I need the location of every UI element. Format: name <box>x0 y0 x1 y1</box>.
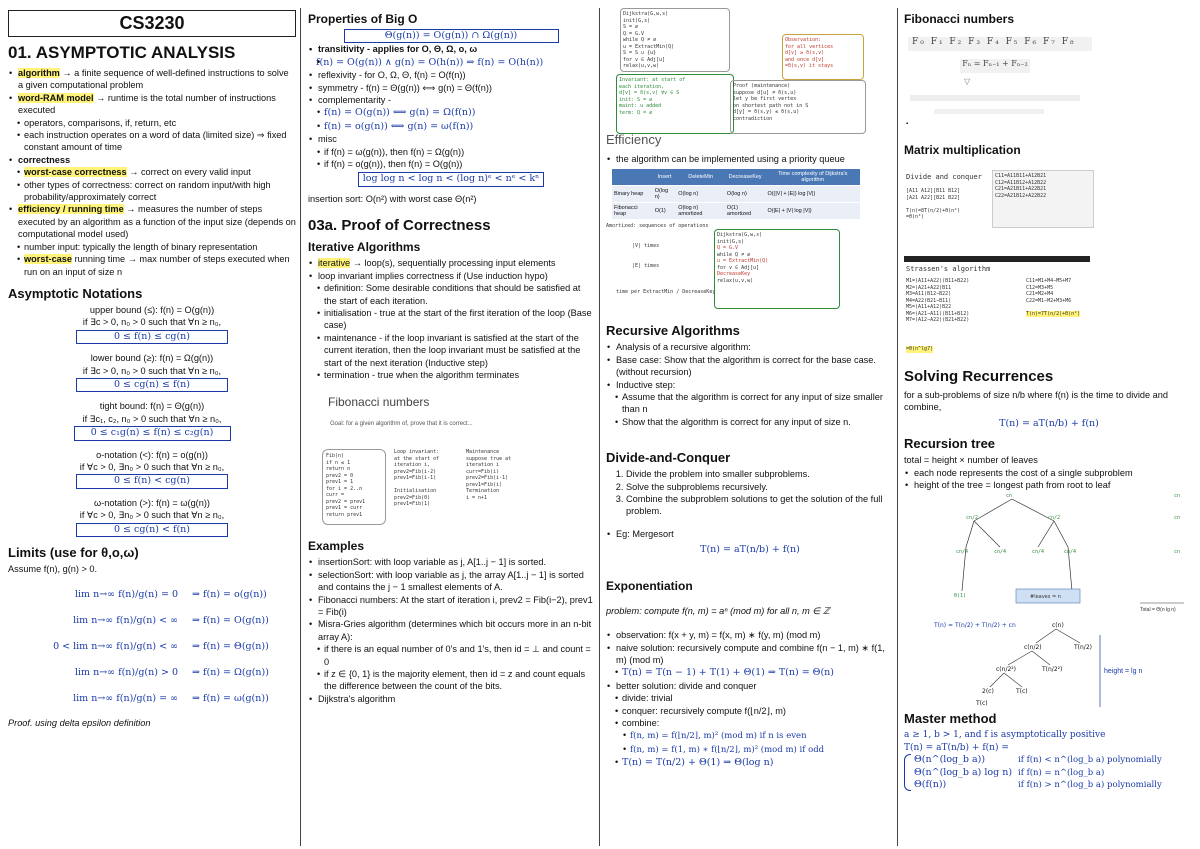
recursive-item: • Inductive step: <box>614 379 894 391</box>
rt-item: • each node represents the cost of a single subproblem <box>912 467 1194 479</box>
column-4 <box>904 8 1194 846</box>
extract-min-code: Dijkstra(G,w,s) init(G,s) Q = G.V while Q ≠ ∅ u = ExtractMin(Q) for v ∈ Adj[u] DecreaseKey relax(u,v,w) <box>714 229 840 309</box>
svg-text:T(n/2²): T(n/2²) <box>1042 666 1063 674</box>
misc-1: • if f(n) = ω(g(n)), then f(n) = Ω(g(n)) <box>316 146 594 158</box>
course-title: CS3230 <box>8 10 296 37</box>
limit-row: 0 < lim n→∞ f(n)/g(n) < ∞ ⇒ f(n) = Θ(g(n)) <box>53 640 269 652</box>
exp-list <box>606 629 894 769</box>
recursive-item: • Analysis of a recursive algorithm: <box>614 341 894 353</box>
notation-head: lower bound (≥): f(n) = Ω(g(n)) <box>90 353 214 364</box>
column-1 <box>8 8 296 846</box>
priority-queue-note: • the algorithm can be implemented using a priority queue <box>614 153 894 165</box>
table-row: Fibonacci heap O(1) O(log n) amortized O(1) amortized O(|E| + |V| log |V|) <box>612 203 860 220</box>
tree-equation: T(n) = T(n/2) + T(n/2) + cn <box>934 622 1016 630</box>
dijkstra-proof-box: Proof (maintenance) suppose d[u] ≠ δ(s,u) let y be first vertex on shortest path not in S d[y] = δ(s,y) ≤ δ(s,u) contradiction <box>730 80 866 134</box>
exp-observation: • observation: f(x + y, m) = f(x, m) ∗ f(y, m) (mod m) <box>614 629 894 641</box>
correctness-item: • correctness <box>16 154 296 166</box>
fib-slide-title: Fibonacci numbers <box>328 395 430 410</box>
notations-title: Asymptotic Notations <box>8 285 143 301</box>
notation-1 <box>8 352 296 392</box>
exp-better-t: T(n) = T(n/2) + Θ(1) ⇒ Θ(log n) <box>622 757 774 769</box>
notation-cond: if ∀c > 0, ∃n₀ > 0 such that ∀n ≥ n₀, <box>79 510 225 521</box>
notation-head: tight bound: f(n) = Θ(g(n)) <box>99 401 205 412</box>
dc-step: 3. Combine the subproblem solutions to get the solution of the full problem. <box>626 493 894 518</box>
notation-head: upper bound (≤): f(n) = O(g(n)) <box>89 304 215 315</box>
fib-annot-2: Maintenance suppose true at iteration i curr=Fib(i) prev2=Fib(i-1) prev1=Fib(i) Termination i = n+1 <box>466 449 512 501</box>
recursive-sub: • Assume that the algorithm is correct for any input of size smaller than n <box>614 391 894 416</box>
example-insertion: • insertionSort: with loop variable as j, A[1..j − 1] is sorted. <box>316 556 594 568</box>
dc-steps <box>606 468 894 518</box>
correctness-title: 03a. Proof of Correctness <box>308 217 491 235</box>
insertion-sort-note: insertion sort: O(n²) with worst case Θ(n²) <box>308 193 477 204</box>
notation-4 <box>8 497 296 537</box>
dijkstra-code-box: Dijkstra(G,w,s) init(G,s) S = ∅ Q = G.V while Q ≠ ∅ u = ExtractMin(Q) S = S ∪ {u} for v ∈ Adj[u] relax(u,v,w) <box>620 8 730 72</box>
svg-text:2(c): 2(c) <box>982 688 994 696</box>
recursive-list <box>606 341 894 428</box>
dijkstra-note-box: Observation: for all vertices d[v] ≥ δ(s,v) and once d[v] =δ(s,v) it stays <box>782 34 864 80</box>
notation-head: o-notation (<): f(n) = o(g(n)) <box>96 449 208 460</box>
tree-leaf: Θ(1) <box>954 593 967 600</box>
fibonacci-matrix-image: F₀ F₁ F₂ F₃ F₄ F₅ F₆ F₇ F₈ Fₙ = Fₙ₋₁ + Fₙ₋₂ ▽ ▪ <box>904 29 1194 137</box>
svg-text:cn: cn <box>1174 515 1181 522</box>
exp-comb-2: f(n, m) = f(1, m) ∗ f(⌊n/2⌋, m)² (mod m) if odd <box>630 744 825 755</box>
misra-gries-a: • if there is an equal number of 0's and 1's, then id = ⊥ and count = 0 <box>316 643 594 668</box>
limit-row: lim n→∞ f(n)/g(n) > 0 ⇒ f(n) = Ω(g(n)) <box>74 666 269 678</box>
sr-desc: for a sub-problems of size n/b where f(n) is the time to divide and combine, <box>904 390 1169 413</box>
loop-invariant: • loop invariant implies correctness if (Use induction hypo) <box>316 270 594 282</box>
worst-case-correctness: • worst-case correctness → correct on every valid input <box>16 166 296 178</box>
wordram-item: • word-RAM model → runtime is the total number of instructions executed <box>16 92 296 117</box>
misc: • misc <box>316 133 594 145</box>
rt-item: • height of the tree = longest path from root to leaf <box>912 479 1194 491</box>
matmul-title: Matrix multiplication <box>904 143 1021 157</box>
dijkstra-complexity-table <box>612 169 860 219</box>
iterative-list <box>308 257 594 381</box>
misc-2: • if f(n) = o(g(n)), then f(n) = O(g(n)) <box>316 158 594 170</box>
fib4-title: Fibonacci numbers <box>904 12 1015 26</box>
column-3 <box>606 8 894 846</box>
exp-divide: • divide: trivial <box>614 692 894 704</box>
props-title: Properties of Big O <box>308 12 418 26</box>
limit-row: lim n→∞ f(n)/g(n) = 0 ⇒ f(n) = o(g(n)) <box>74 588 267 600</box>
svg-text:T(c): T(c) <box>976 700 988 708</box>
wordram-sub2: • each instruction operates on a word of data (limited size) ⇒ fixed constant amount of time <box>16 129 296 154</box>
complementarity: • complementarity - <box>316 94 594 106</box>
notation-cond: if ∃c > 0, n₀ > 0 such that ∀n ≥ n₀, <box>82 365 222 376</box>
notation-box: 0 ≤ cg(n) < f(n) <box>76 523 228 537</box>
tree-node: cn/4 <box>1032 549 1045 556</box>
props-list <box>308 43 594 170</box>
example-dijkstra: • Dijkstra's algorithm <box>316 693 594 705</box>
master-cond: a ≥ 1, b > 1, and f is asymptotically positive <box>904 730 1106 741</box>
exp-comb-1: f(n, m) = f(⌊n/2⌋, m)² (mod m) if n is even <box>630 731 807 742</box>
sr-eq: T(n) = aT(n/b) + f(n) <box>999 417 1099 429</box>
master-case-3: Θ(f(n)) if f(n) > n^(log_b a) polynomially <box>914 779 1162 791</box>
iterative-title: Iterative Algorithms <box>308 240 421 255</box>
transitivity: • transitivity - applies for O, Θ, Ω, o, ω <box>316 43 594 55</box>
tree-node: cn/4 <box>1064 549 1077 556</box>
efficiency-label: Efficiency <box>606 132 662 147</box>
dijkstra-code-image <box>606 8 894 130</box>
recursive-title: Recursive Algorithms <box>606 323 740 339</box>
svg-text:c(n/2²): c(n/2²) <box>996 666 1017 674</box>
other-correctness: • other types of correctness: correct on random input/with high probability/approximately correct <box>16 179 296 204</box>
notation-cond: if ∃c₁, c₂, n₀ > 0 such that ∀n ≥ n₀, <box>82 413 222 424</box>
limits-proof: Proof. using delta epsilon definition <box>8 718 151 729</box>
rt-total: total = height × number of leaves <box>904 455 1038 466</box>
limits-title: Limits (use for θ,o,ω) <box>8 545 139 560</box>
notation-cond: if ∃c > 0, n₀ > 0 such that ∀n ≥ n₀, <box>82 317 222 328</box>
svg-text:cn: cn <box>1174 493 1181 500</box>
symmetry: • symmetry - f(n) = Θ(g(n)) ⟺ g(n) = Θ(f(n)) <box>316 82 594 94</box>
fib-slide-goal: Goal: for a given algorithm of, prove that it is correct... <box>330 421 473 428</box>
notation-2 <box>8 400 296 440</box>
loopinv-init: • initialisation - true at the start of the first iteration of the loop (Base case) <box>316 307 594 332</box>
master-method-title: Master method <box>904 711 997 727</box>
tree-node: cn/2 <box>1048 515 1061 522</box>
fib-annot-1: Loop invariant: at the start of iteration i, prev2=Fib(i-2) prev1=Fib(i-1) Initialisation prev2=Fib(0) prev1=Fib(1) <box>394 449 440 508</box>
mergesort-eg: • Eg: Mergesort <box>614 528 894 540</box>
transitivity-eq: f(n) = O(g(n)) ∧ g(n) = O(h(n)) ⇒ f(n) = O(h(n)) <box>316 56 544 68</box>
comp-1: f(n) = O(g(n)) ⟺ g(n) = Ω(f(n)) <box>324 107 476 119</box>
table-header: Insert DeleteMin DecreaseKey Time complexity of Dijkstra's algorithm <box>612 169 860 186</box>
svg-text:Total = Θ(n lg n): Total = Θ(n lg n) <box>1140 607 1176 614</box>
props-box: Θ(g(n)) = O(g(n)) ∩ Ω(g(n)) <box>344 29 559 43</box>
master-eq: T(n) = aT(n/b) + f(n) = <box>904 742 1009 753</box>
limit-row: lim n→∞ f(n)/g(n) = ∞ ⇒ f(n) = ω(g(n)) <box>73 692 269 704</box>
notation-box: 0 ≤ f(n) ≤ cg(n) <box>76 330 228 344</box>
notation-box: 0 ≤ c₁g(n) ≤ f(n) ≤ c₂g(n) <box>74 426 231 440</box>
master-case-1: Θ(n^(log_b a)) if f(n) < n^(log_b a) polynomially <box>914 754 1162 766</box>
dijkstra-invariant-box: Invariant: at start of each iteration, d[v] = δ(s,v) ∀v ∈ S init: S = ∅ maint: u added term: Q = ∅ <box>616 74 734 134</box>
tree-node-root: cn <box>1006 493 1013 500</box>
example-misra-gries: • Misra-Gries algorithm (determines which bit occurs more in an n-bit array A): <box>316 618 594 643</box>
tree-height-label: height = lg n <box>1104 668 1143 676</box>
loopinv-maint: • maintenance - if the loop invariant is satisfied at the start of the current iteration, then the loop invariant must be satisfied at the start of the next iteration (Inductive step) <box>316 332 594 369</box>
limits-table <box>8 581 296 711</box>
master-case-2: Θ(n^(log_b a) log n) if f(n) = n^(log_b a) <box>914 766 1105 778</box>
section-asymptotic-title: 01. ASYMPTOTIC ANALYSIS <box>8 43 236 62</box>
tree-node: cn/4 <box>994 549 1007 556</box>
svg-text:c(n): c(n) <box>1052 622 1064 630</box>
solving-recurrences-title: Solving Recurrences <box>904 368 1054 385</box>
exp-naive: • naive solution: recursively compute and combine f(n − 1, m) ∗ f(1, m) (mod m) <box>614 642 894 667</box>
comp-2: f(n) = o(g(n)) ⟺ g(n) = ω(f(n)) <box>324 120 474 132</box>
exp-better: • better solution: divide and conquer <box>614 680 894 692</box>
dc-step: 2. Solve the subproblems recursively. <box>626 481 894 493</box>
tree-node: cn/2 <box>966 515 979 522</box>
rt-list <box>904 467 1194 492</box>
misra-gries-b: • if z ∈ {0, 1} is the majority element, then id = z and count equals the difference between the count of the bits. <box>316 668 594 693</box>
examples-title: Examples <box>308 539 365 554</box>
recursion-tree-title: Recursion tree <box>904 436 996 452</box>
column-2 <box>308 8 594 846</box>
table-row: Binary heap O(log n) O(log n) O(log n) O((|V| + |E|) log |V|) <box>612 186 860 203</box>
svg-text:cn: cn <box>1174 549 1181 556</box>
example-selection: • selectionSort: with loop variable as j, the array A[1..j − 1] is sorted and contains the j − 1 smallest elements of A. <box>316 569 594 594</box>
recursive-item: • Base case: Show that the algorithm is correct for the base case. (without recursion) <box>614 354 894 379</box>
fib-code-box: Fib(n) if n ≤ 1 return n prev2 = 0 prev1 = 1 for i = 2..n curr = prev2 = prev1 prev1 = curr return prev1 <box>322 449 386 525</box>
svg-text:#leaves = n: #leaves = n <box>1030 594 1061 601</box>
limit-row: lim n→∞ f(n)/g(n) < ∞ ⇒ f(n) = O(g(n)) <box>73 614 269 626</box>
mm-dc-label: Divide and conquer <box>906 173 982 181</box>
exp-problem: problem: compute f(n, m) = aⁿ (mod m) for all n, m ∈ ℤ <box>606 605 830 616</box>
exp-combine: • combine: <box>614 717 894 729</box>
recursion-tree-diagram <box>904 491 1194 711</box>
tree-node: cn/4 <box>956 549 969 556</box>
iterative-item: • iterative → loop(s), sequentially processing input elements <box>316 257 594 269</box>
extract-min-diagram: Amortized: sequences of operations |V| times |E| times time per ExtractMin / DecreaseKey Dijkstra(G,w,s) init(G,s) Q = G.V while Q ≠ ∅ u = ExtractMin(Q) for v ∈ Adj[u] DecreaseKey relax(u,v,w) <box>606 223 894 309</box>
dc-title: Divide-and-Conquer <box>606 450 731 466</box>
fibonacci-slide-image <box>308 391 594 533</box>
svg-text:T(c): T(c) <box>1016 688 1028 696</box>
svg-text:c(n/2): c(n/2) <box>1024 644 1042 652</box>
recursive-sub: • Show that the algorithm is correct for any input of size n. <box>614 416 894 428</box>
svg-text:T(n/2): T(n/2) <box>1074 644 1092 652</box>
wordram-sub1: • operators, comparisons, if, return, etc <box>16 117 296 129</box>
notation-box: 0 ≤ cg(n) ≤ f(n) <box>76 378 228 392</box>
number-input: • number input: typically the length of binary representation <box>16 241 296 253</box>
mm-strassen-label: Strassen's algorithm <box>906 265 991 273</box>
notation-head: ω-notation (>): f(n) = ω(g(n)) <box>94 497 210 508</box>
notation-3 <box>8 449 296 489</box>
loopinv-def: • definition: Some desirable conditions that should be satisfied at the start of each iteration. <box>316 282 594 307</box>
mergesort-eq: T(n) = aT(n/b) + f(n) <box>700 544 800 556</box>
exp-naive-t: T(n) = T(n − 1) + T(1) + Θ(1) ⇒ T(n) = Θ(n) <box>622 667 835 679</box>
growth-chain: log log n < log n < (log n)ᵉ < nᵉ < kⁿ <box>358 172 545 186</box>
notation-cond: if ∀c > 0, ∃n₀ > 0 such that ∀n ≥ n₀, <box>79 461 225 472</box>
examples-list <box>308 556 594 705</box>
exponentiation-title: Exponentiation <box>606 578 693 593</box>
algorithm-item: • algorithm → a finite sequence of well-defined instructions to solve a given computational problem <box>16 67 296 92</box>
loopinv-term: • termination - true when the algorithm terminates <box>316 369 594 381</box>
exp-conquer: • conquer: recursively compute f(⌊n/2⌋, m) <box>614 705 894 717</box>
notation-box: 0 ≤ f(n) < cg(n) <box>76 474 228 488</box>
notation-0 <box>8 304 296 344</box>
master-cases <box>904 754 1194 791</box>
efficiency-item: • efficiency / running time → measures the number of steps executed by an algorithm as a function of the input size (depends on computational model used) <box>16 203 296 240</box>
example-fibonacci: • Fibonacci numbers: At the start of iteration i, prev2 = Fib(i−2), prev1 = Fib(i) <box>316 594 594 619</box>
worst-case-running: • worst-case running time → max number of steps executed when run on an input of size n <box>16 253 296 278</box>
asymptotic-list <box>8 67 296 278</box>
reflexivity: • reflexivity - for O, Ω, Θ, f(n) = O(f(n)) <box>316 69 594 81</box>
limits-assume: Assume f(n), g(n) > 0. <box>8 564 98 574</box>
matrix-multiplication-image: Divide and conquer C11=A11B11+A12B21 C12=A11B12+A12B22 C21=A21B11+A22B21 C22=A21B12+A22B22 [A11 A12][B11 B12] [A21 A22][B21 B22] T(n)=8T(n/2)+Θ(n²) =Θ(n³) Strassen's algorithm M1=(A11+A22)(B11+B22) M2=(A21+A22)B11 M3=A11(B12−B22) M4=A22(B21−B11) M5=(A11+A12)B22 M6=(A21−A11)(B11+B12) M7=(A12−A22)(B21+B22) C11=M1+M4−M5+M7 C12=M3+M5 C21=M2+M4 C22=M1−M2+M3+M6 T(n)=7T(n/2)+Θ(n²) =Θ(n^lg7) <box>904 160 1194 362</box>
dc-step: 1. Divide the problem into smaller subproblems. <box>626 468 894 480</box>
